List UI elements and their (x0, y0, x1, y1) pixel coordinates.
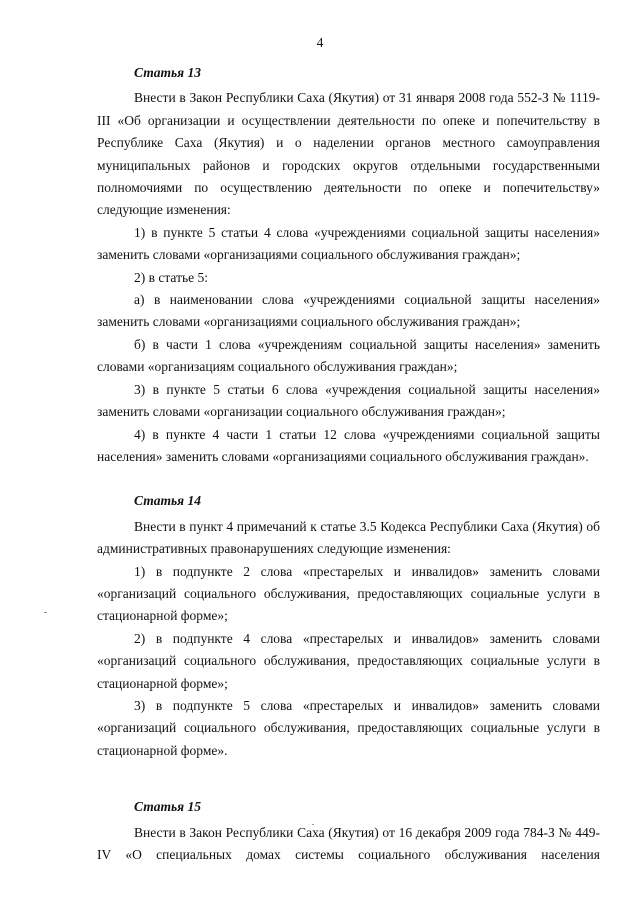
article-14-item-1: 1) в подпункте 2 слова «престарелых и инвалидов» заменить словами «организаций социального обслуживания, предоставляющих социальные услуги в стационарной форме»; (97, 563, 600, 624)
article-13-item-2b: б) в части 1 слова «учреждениям социальной защиты населения» заменить словами «организациям социального обслуживания граждан»; (97, 336, 600, 375)
scan-artifact (312, 824, 314, 825)
article-13-item-4: 4) в пункте 4 части 1 статьи 12 слова «учреждениями социальной защиты населения» заменить словами «организациями социального обслуживания граждан». (97, 426, 600, 464)
article-13-item-2a: а) в наименовании слова «учреждениями социальной защиты населения» заменить словами «организациями социального обслуживания граждан»; (97, 292, 600, 330)
article-14-item-2: 2) в подпункте 4 слова «престарелых и инвалидов» заменить словами «организаций социального обслуживания, предоставляющих социальные услуги в стационарной форме»; (97, 630, 600, 691)
page-number: 4 (316, 35, 324, 50)
article-15-intro: Внести в Закон Республики Саха (Якутия) от 16 декабря 2009 года 784-З № 449-IV «О специальных домах системы социального обслуживания населения (97, 824, 600, 862)
article-13-item-3: 3) в пункте 5 статьи 6 слова «учреждения социальной защиты населения» заменить словами «организации социального обслуживания граждан»; (97, 381, 600, 420)
scan-artifact (44, 612, 47, 613)
article-15-heading: Статья 15 (134, 799, 201, 815)
article-14-item-3: 3) в подпункте 5 слова «престарелых и инвалидов» заменить словами «организаций социального обслуживания, предоставляющих социальные услуги в стационарной форме». (97, 697, 600, 758)
article-13-item-1: 1) в пункте 5 статьи 4 слова «учреждениями социальной защиты населения» заменить словами «организациями социального обслуживания граждан»; (97, 224, 600, 263)
article-13-item-2: 2) в статье 5: (134, 269, 208, 285)
article-13-intro: Внести в Закон Республики Саха (Якутия) от 31 января 2008 года 552-З № 1119-III «Об организации и осуществлении деятельности по опеке и попечительству в Республике Саха (Якутия) и о наделении органов местного самоуправления муниципальных районов и городских округов отдельными государственными полномочиями по осуществлению деятельности по опеке и попечительству» следующие изменения: (97, 90, 600, 218)
document-body (97, 62, 600, 866)
article-13-heading: Статья 13 (134, 65, 201, 80)
article-14-heading: Статья 14 (134, 493, 201, 509)
article-14-intro: Внести в пункт 4 примечаний к статье 3.5 Кодекса Республики Саха (Якутия) об административных правонарушениях следующие изменения: (97, 518, 600, 557)
